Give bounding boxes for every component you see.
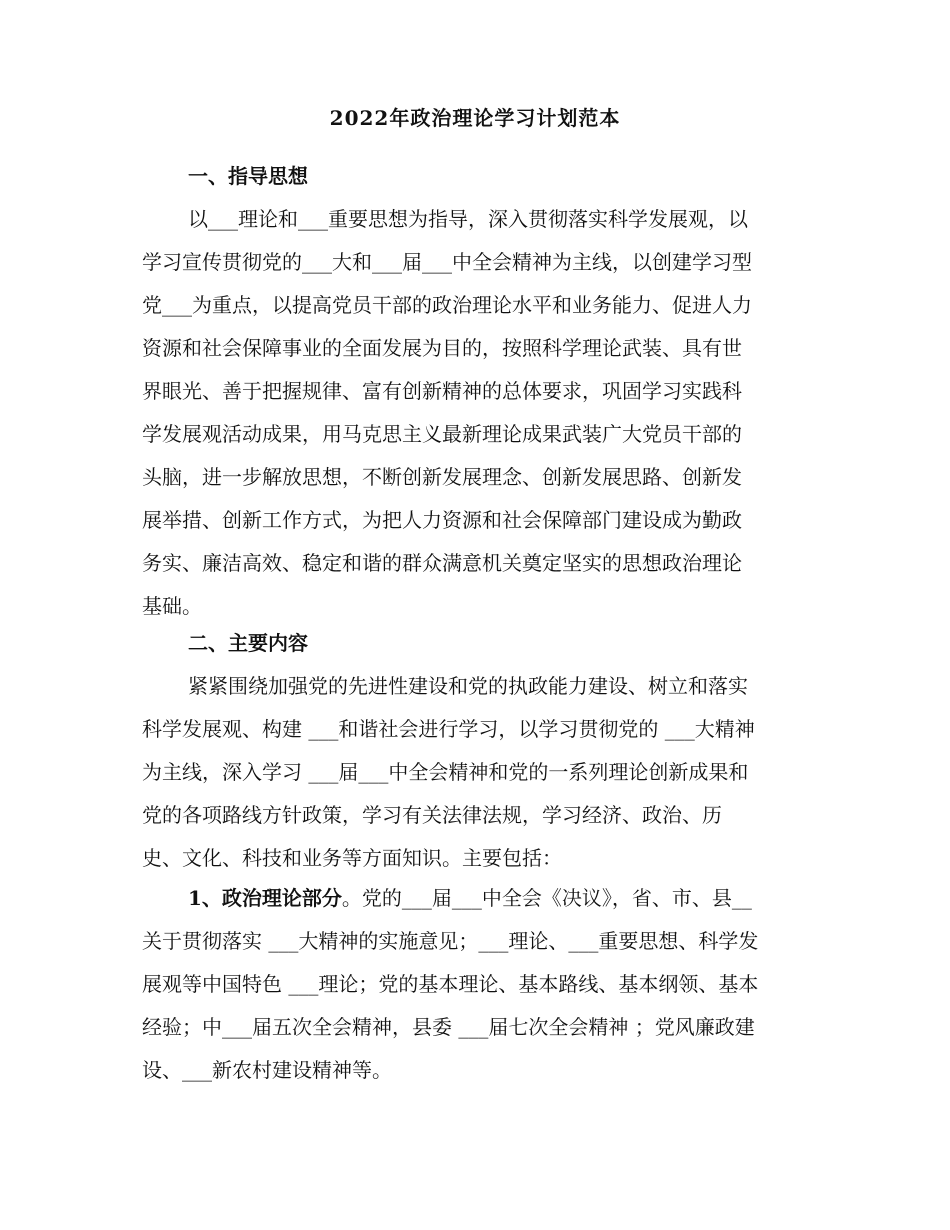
- section-heading-main-content: 二、主要内容: [188, 631, 308, 655]
- document-title: 2022年政治理论学习计划范本: [329, 106, 621, 130]
- paragraph-line: 设、___新农村建设精神等。: [142, 1058, 392, 1082]
- paragraph-line: 关于贯彻落实 ___大精神的实施意见；___理论、___重要思想、科学发: [142, 929, 759, 953]
- paragraph-line: 资源和社会保障事业的全面发展为目的，按照科学理论武装、具有世: [142, 336, 742, 360]
- paragraph-line: 学发展观活动成果，用马克思主义最新理论成果武装广大党员干部的: [142, 422, 742, 446]
- section-heading-guiding-ideology: 一、指导思想: [188, 164, 308, 188]
- paragraph-line: 学习宣传贯彻党的___大和___届___中全会精神为主线，以创建学习型: [142, 250, 752, 274]
- paragraph-line: 头脑，进一步解放思想，不断创新发展理念、创新发展思路、创新发: [142, 465, 742, 489]
- paragraph-line: 基础。: [142, 594, 202, 618]
- paragraph-line: 史、文化、科技和业务等方面知识。主要包括：: [142, 846, 562, 870]
- paragraph-line: 紧紧围绕加强党的先进性建设和党的执政能力建设、树立和落实: [188, 674, 748, 698]
- paragraph-line: 以___理论和___重要思想为指导，深入贯彻落实科学发展观，以: [188, 207, 748, 231]
- paragraph-line: 党的各项路线方针政策，学习有关法律法规，学习经济、政治、历: [142, 803, 722, 827]
- paragraph-line: 科学发展观、构建 ___和谐社会进行学习，以学习贯彻党的 ___大精神: [142, 717, 755, 741]
- paragraph-line: 界眼光、善于把握规律、富有创新精神的总体要求，巩固学习实践科: [142, 379, 742, 403]
- paragraph-line: 展观等中国特色 ___理论；党的基本理论、基本路线、基本纲领、基本: [142, 972, 759, 996]
- paragraph-line: 展举措、创新工作方式，为把人力资源和社会保障部门建设成为勤政: [142, 508, 742, 532]
- item-1-first-line: [188, 882, 752, 911]
- paragraph-line: 为主线，深入学习 ___届___中全会精神和党的一系列理论创新成果和: [142, 760, 749, 784]
- item-1-text: 。党的___届___中全会《决议》，省、市、县__: [341, 886, 752, 910]
- item-1-label: 1、政治理论部分: [188, 886, 342, 910]
- paragraph-line: 党___为重点，以提高党员干部的政治理论水平和业务能力、促进人力: [142, 293, 752, 317]
- paragraph-line: 经验；中___届五次全会精神，县委 ___届七次全会精神 ；党风廉政建: [142, 1015, 755, 1039]
- paragraph-line: 务实、廉洁高效、稳定和谐的群众满意机关奠定坚实的思想政治理论: [142, 551, 742, 575]
